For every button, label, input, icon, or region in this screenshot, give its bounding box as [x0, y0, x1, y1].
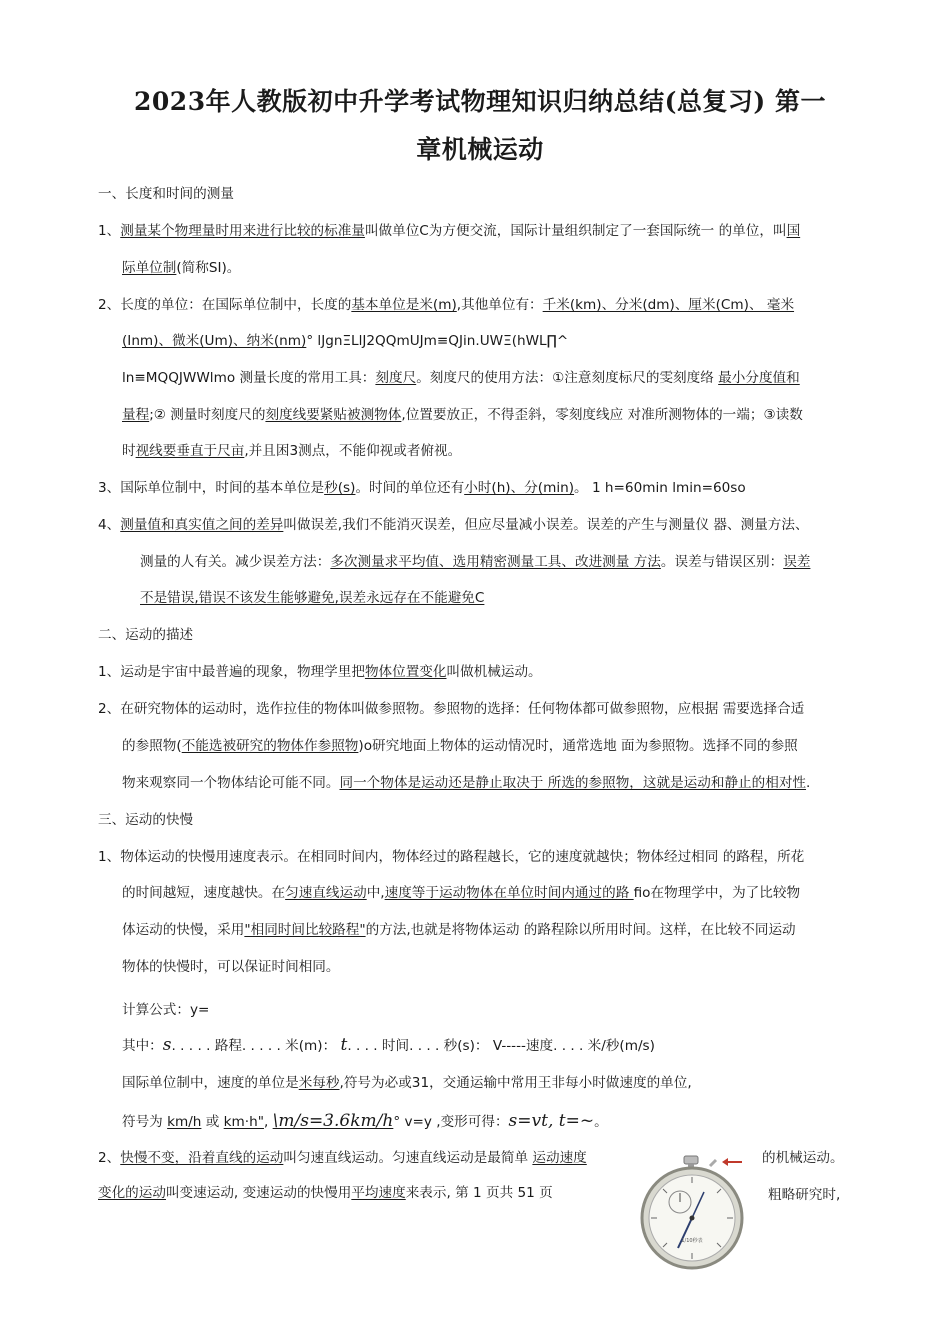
paragraph-1-3: 3、国际单位制中，时间的基本单位是秒(s)。时间的单位还有小时(h)、分(min)。 1 h=60min lmin=60so [98, 480, 746, 496]
page-title-line1: 2023年人教版初中升学考试物理知识归纳总结(总复习) 第一 [134, 87, 826, 116]
paragraph-3-1-line2: 的时间越短，速度越快。在匀速直线运动中,速度等于运动物体在单位时间内通过的路 fio在物理学中，为了比较物 [122, 885, 801, 901]
paragraph-3-1-line4: 物体的快慢时，可以保证时间相同。 [122, 959, 340, 975]
paragraph-3-2-line1-right: 的机械运动。 [762, 1150, 844, 1166]
paragraph-2-2-line3: 物来观察同一个物体结论可能不同。同一个物体是运动还是静止取决于 所选的参照物，这就是运动和静止的相对性. [122, 775, 811, 791]
paragraph-3-1-line1: 1、物体运动的快慢用速度表示。在相同时间内，物体经过的路程越长，它的速度就越快；物体经过相同 的路程，所花 [98, 849, 805, 865]
paragraph-3-1-line3: 体运动的快慢，采用"相同时间比较路程"的方法,也就是将物体运动 的路程除以所用时间。这样，在比较不同运动 [122, 922, 796, 938]
paragraph-1-4-line1: 4、测量值和真实值之间的差异叫做误差,我们不能消灭误差，但应尽量减小误差。误差的产生与测量仪 器、测量方法、 [98, 517, 809, 533]
section-heading-3: 三、运动的快慢 [98, 812, 194, 828]
section-heading-1: 一、长度和时间的测量 [98, 186, 234, 202]
page-title-line2: 章机械运动 [416, 135, 544, 164]
paragraph-1-2-line1: 2、长度的单位：在国际单位制中，长度的基本单位是米(m),其他单位有：千米(km)、分米(dm)、厘米(Cm)、 毫米 [98, 297, 795, 313]
paragraph-1-4-line2: 测量的人有关。减少误差方法：多次测量求平均值、选用精密测量工具、改进测量 方法。误差与错误区别：误差 [140, 554, 811, 570]
paragraph-2-2-line1: 2、在研究物体的运动时，选作拉佳的物体叫做参照物。参照物的选择：任何物体都可做参照物，应根据 需要选择合适 [98, 701, 805, 717]
paragraph-3-2-line2-right: 粗略研究时, [768, 1187, 841, 1203]
paragraph-1-2-line2: (Inm)、微米(Um)、纳米(nm)° lJgnΞLlJ2QQmUJm≡QJin.UWΞ(hWL∏^ [122, 333, 569, 349]
paragraph-1-1-line2: 际单位制(简称SI)。 [122, 260, 241, 276]
paragraph-1-4-line3: 不是错误,错误不该发生能够避免,误差永远存在不能避免C [140, 590, 485, 606]
paragraph-3-2-line2: 变化的运动叫变速运动, 变速运动的快慢用平均速度来表示, 第 1 页共 51 页 [98, 1185, 553, 1201]
stopwatch-face-label: 1/10秒表 [681, 1238, 703, 1244]
paragraph-3-2-line1: 2、快慢不变，沿着直线的运动叫匀速直线运动。匀速直线运动是最简单 运动速度 [98, 1150, 587, 1166]
stopwatch-icon [632, 1152, 752, 1272]
formula-label: 计算公式：y= [122, 1002, 210, 1018]
paragraph-1-2-line3: ln≡MQQJWWlmo 测量长度的常用工具：刻度尺。刻度尺的使用方法：①注意刻度标尺的雯刻度络 最小分度值和 [122, 370, 800, 386]
formula-variables: 其中：s. . . . . 路程. . . . . 米(m)： t. . . . 时间. . . . 秒(s)： V-----速度. . . . 米/秒(m∕s) [122, 1035, 655, 1055]
paragraph-1-2-line5: 时视线要垂直于尺亩,并且困3测点，不能仰视或者俯视。 [122, 443, 462, 459]
section-heading-2: 二、运动的描述 [98, 627, 194, 643]
paragraph-2-1: 1、运动是宇宙中最普遍的现象，物理学里把物体位置变化叫做机械运动。 [98, 664, 542, 680]
paragraph-1-2-line4: 量程;② 测量时刻度尺的刻度线要紧贴被测物体,位置要放正，不得歪斜，零刻度线应 对准所测物体的一端；③读数 [122, 407, 803, 423]
speed-unit-line1: 国际单位制中，速度的单位是米每秒,符号为必或31，交通运输中常用王非每小时做速度的单位, [122, 1075, 692, 1091]
paragraph-2-2-line2: 的参照物(不能选被研究的物体作参照物)o研究地面上物体的运动情况时，通常选地 面为参照物。选择不同的参照 [122, 738, 798, 754]
speed-unit-line2: 符号为 km/h 或 km·h", \m∕s=3.6km∕h° v=y ,变形可得：s=vt, t=~。 [122, 1111, 608, 1131]
paragraph-1-1-line1: 1、测量某个物理量时用来进行比较的标准量叫做单位C为方便交流，国际计量组织制定了一套国际统一 的单位，叫国 [98, 223, 801, 239]
